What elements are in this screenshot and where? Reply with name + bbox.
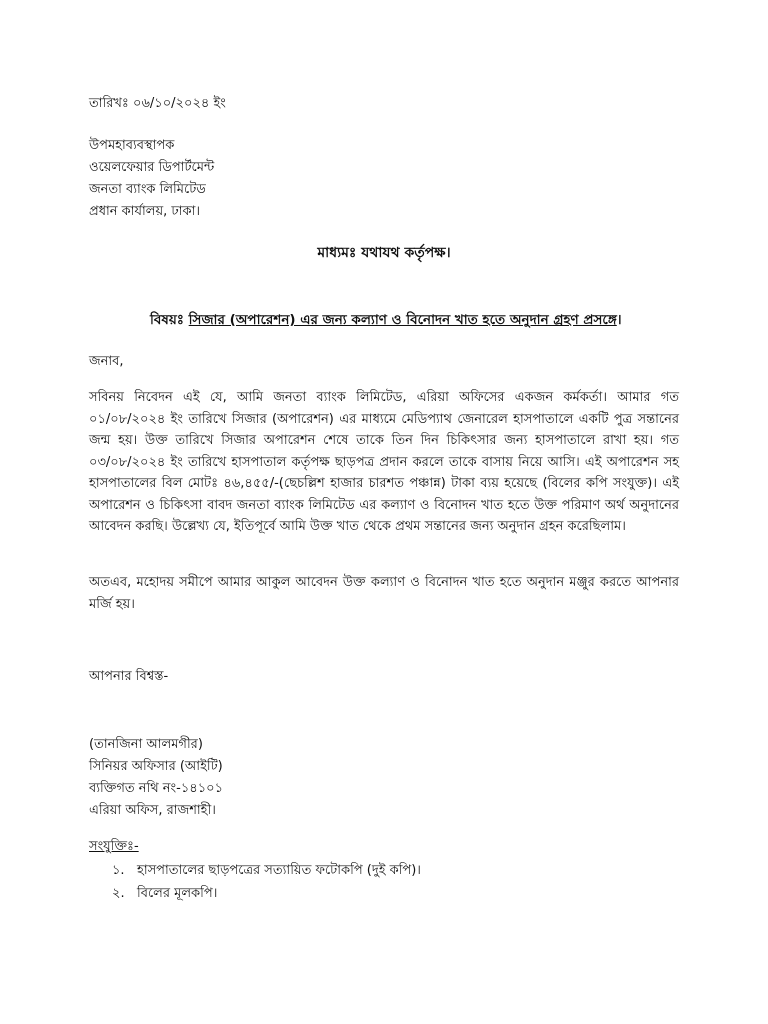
list-item-number: ২. xyxy=(112,886,125,901)
recipient-designation: উপমহাব্যবস্থাপক xyxy=(89,138,175,153)
recipient-organization: জনতা ব্যাংক লিমিটেড xyxy=(89,182,206,197)
closing-line: আপনার বিশ্বস্ত- xyxy=(89,669,169,684)
list-item-text: হাসপাতালের ছাড়পত্রের সত্যায়িত ফটোকপি (দুই কপি)। xyxy=(137,863,421,878)
recipient-department: ওয়েলফেয়ার ডিপার্টমেন্ট xyxy=(89,160,215,175)
list-item-text: বিলের মূলকপি। xyxy=(137,886,218,901)
signatory-name: (তানজিনা আলমগীর) xyxy=(89,737,203,752)
via-line: মাধ্যমঃ যথাযথ কর্তৃপক্ষ। xyxy=(317,245,451,261)
subject-prefix: বিষয়ঃ xyxy=(150,312,189,328)
signatory-office: এরিয়া অফিস, রাজশাহী। xyxy=(89,803,216,818)
recipient-location: প্রধান কার্যালয়, ঢাকা। xyxy=(89,204,201,219)
body-paragraph-2: অতএব, মহোদয় সমীপে আমার আকুল আবেদন উক্ত কল্যাণ ও বিনোদন খাত হতে অনুদান মঞ্জুর করতে আপনার মর্জি হয়। xyxy=(89,575,679,612)
signatory-file-number: ব্যক্তিগত নথি নং-১৪১০১ xyxy=(89,781,224,796)
signatory-designation: সিনিয়র অফিসার (আইটি) xyxy=(89,759,223,774)
subject-line xyxy=(150,309,622,332)
recipient-address xyxy=(89,135,214,223)
list-item xyxy=(112,882,421,905)
list-item xyxy=(112,859,421,882)
body-paragraph-1: সবিনয় নিবেদন এই যে, আমি জনতা ব্যাংক লিমিটেড, এরিয়া অফিসের একজন কর্মকর্তা। আমার গত ০১/০৮/২০২৪ ইং তারিখে সিজার (অপারেশন) এর মাধ্যমে মেডিপ্যাথ জেনারেল হাসপাতালে একটি পুত্র সন্তানের জন্ম হয়। উক্ত তারিখে সিজার অপারেশন শেষে তাকে তিন দিন চিকিৎসার জন্য হাসপাতালে রাখা হয়। গত ০৩/০৮/২০২৪ ইং তারিখে হাসপাতাল কর্তৃপক্ষ ছাড়পত্র প্রদান করলে তাকে বাসায় নিয়ে আসি। এই অপারেশন সহ হাসপাতালের বিল মোটঃ ৪৬,৪৫৫/-(ছেচল্লিশ হাজার চারশত পঞ্চান্ন) টাকা ব্যয় হয়েছে (বিলের কপি সংযুক্ত)। এই অপারেশন ও চিকিৎসা বাবদ জনতা ব্যাংক লিমিটেড এর কল্যাণ ও বিনোদন খাত হতে উক্ত পরিমাণ অর্থ অনুদানের আবেদন করছি। উল্লেখ্য যে, ইতিপূর্বে আমি উক্ত খাত থেকে প্রথম সন্তানের জন্য অনুদান গ্রহন করেছিলাম। xyxy=(89,390,679,534)
subject-text: সিজার (অপারেশন) এর জন্য কল্যাণ ও বিনোদন খাত হতে অনুদান গ্রহণ প্রসঙ্গে xyxy=(188,312,617,328)
attachments-list xyxy=(112,859,421,905)
attachments-title: সংযুক্তিঃ- xyxy=(89,839,139,854)
subject-end: । xyxy=(616,312,622,328)
list-item-number: ১. xyxy=(112,863,125,878)
salutation: জনাব, xyxy=(89,354,124,369)
signature-block xyxy=(89,734,223,822)
letter-date: তারিখঃ ০৬/১০/২০২৪ ইং xyxy=(89,96,226,111)
